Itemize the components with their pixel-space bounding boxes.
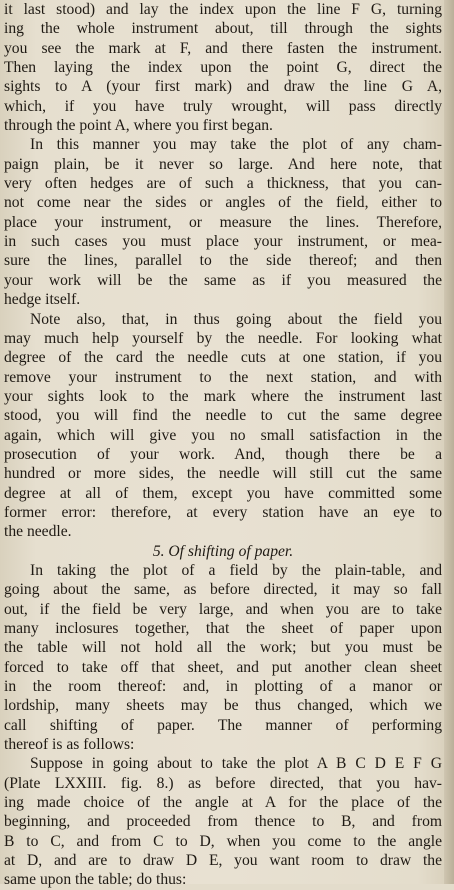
text-line: sure the lines, parallel to the side thereof; and then	[4, 252, 442, 270]
text-line: degree of the card the needle cuts at one station, if you	[4, 349, 442, 367]
text-line: former error: therefore, at every station have an eye to	[4, 503, 442, 521]
text-line: in such cases you must place your instrument, or mea-	[4, 233, 442, 251]
text-line: same upon the table; do thus:	[4, 871, 187, 889]
text-line: in the room thereof: and, in plotting of a manor or	[4, 678, 442, 696]
text-line: you see the mark at F, and there fasten the instrument.	[4, 39, 442, 57]
paragraph-champaign-plain	[4, 135, 442, 309]
text-line: many inclosures together, that the sheet of paper upon	[4, 620, 442, 637]
text-line: Note also, that, in thus going about the field you	[30, 310, 442, 328]
text-line: remove your instrument to the next station, and with	[4, 368, 442, 386]
text-line: B to C, and from C to D, when you come to the angle	[4, 832, 442, 850]
text-line: call shifting of paper. The manner of performing	[4, 716, 442, 734]
text-line: Suppose in going about to take the plot A B C D E F G	[30, 755, 442, 773]
text-line: your work will be the same as if you measured the	[4, 271, 442, 289]
text-line: the needle.	[4, 523, 72, 541]
text-line: out, if the field be very large, and when you are to take	[4, 600, 442, 618]
text-line: which, if you have truly wrought, will pass directly	[4, 97, 442, 115]
text-line: ing made choice of the angle at A for the place of the	[4, 794, 442, 812]
text-line: forced to take off that sheet, and put another clean sheet	[4, 658, 442, 676]
section-heading: 5. Of shifting of paper.	[152, 542, 294, 560]
text-line: may much help yourself by the needle. For looking what	[4, 329, 442, 347]
text-line: very often hedges are of such a thickness, that you can-	[4, 175, 442, 193]
text-line: at D, and are to draw D E, you want room to draw the	[4, 852, 442, 870]
text-line: going about the same, as before directed, it may so fall	[4, 581, 442, 599]
text-line: (Plate LXXIII. fig. 8.) as before directed, that you hav-	[4, 774, 442, 792]
text-line: beginning, and proceeded from thence to B, and from	[4, 813, 442, 831]
paragraph-needle	[4, 310, 442, 542]
page-edge-shadow	[444, 0, 454, 884]
text-line: hundred or more sides, the needle will still cut the same	[4, 465, 442, 483]
text-line: through the point A, where you first began.	[4, 117, 273, 135]
text-line: Then laying the index upon the point G, direct the	[4, 59, 442, 77]
paragraph-shifting-paper	[4, 561, 442, 754]
text-line: ing the whole instrument about, till through the sights	[4, 20, 442, 38]
text-line: lordship, many sheets may be thus changed, which we	[4, 697, 442, 715]
text-line: sights to A (your first mark) and draw the line G A,	[4, 78, 442, 96]
text-line: the table will not hold all the work; but you must be	[4, 639, 442, 657]
text-line: thereof is as follows:	[4, 736, 135, 754]
text-line: stood, you will find the needle to cut the same degree	[4, 407, 442, 425]
paragraph-suppose	[4, 754, 442, 889]
text-line: your sights look to the mark where the instrument last	[4, 387, 442, 405]
text-line: it last stood) and lay the index upon the line F G, turning	[4, 1, 442, 18]
text-line: In this manner you may take the plot of any cham-	[30, 136, 442, 154]
text-line: not come near the sides or angles of the field, either to	[4, 194, 442, 212]
text-line: prosecution of your work. And, though there be a	[4, 445, 442, 463]
text-line: paign plain, be it never so large. And here note, that	[4, 155, 442, 173]
text-line: hedge itself.	[4, 291, 81, 309]
text-line: In taking the plot of a field by the plain-table, and	[30, 561, 442, 579]
paragraph-continuation	[4, 0, 442, 135]
text-line: again, which will give you no small satisfaction in the	[4, 426, 442, 444]
page-text	[4, 0, 442, 890]
text-line: degree at all of them, except you have committed some	[4, 484, 442, 502]
text-line: place your instrument, or measure the lines. Therefore,	[4, 213, 442, 231]
